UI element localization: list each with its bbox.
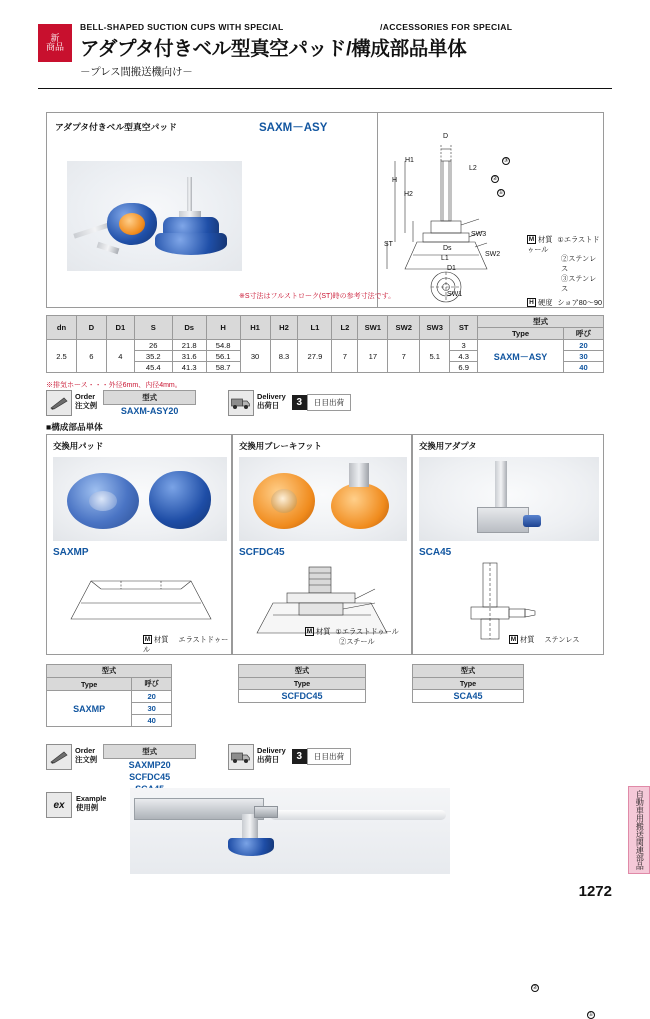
delivery-days: 3	[292, 395, 307, 410]
delivery-icon	[228, 390, 254, 416]
mini-cell-size-2: 30	[132, 703, 172, 715]
badge-line-1: 新	[50, 32, 60, 43]
order-label-en: Order	[75, 746, 96, 755]
top-panel-title: アダプタ付きベル型真空パッド	[55, 122, 177, 132]
english-title-left: BELL-SHAPED SUCTION CUPS WITH SPECIAL	[80, 22, 284, 32]
example-label-en: Example	[76, 794, 107, 803]
delivery-label-en: Delivery	[257, 746, 286, 755]
material-label: 材質	[316, 627, 331, 636]
cell-L1: 27.9	[298, 340, 332, 373]
dim-label-H1: H1	[405, 157, 414, 164]
th-dn: dn	[47, 316, 77, 340]
mini-th-type: Type	[47, 678, 132, 691]
cell-dn: 2.5	[47, 340, 77, 373]
dim-label-SW1: SW1	[447, 291, 463, 298]
brakefoot-callout-1: ①	[588, 1012, 594, 1018]
material-value-2: ②スチール	[339, 636, 375, 646]
th-Ds: Ds	[172, 316, 206, 340]
mini-cell-type: SCA45	[413, 690, 524, 703]
brakefoot-callout-2: ②	[532, 985, 538, 991]
page-header	[38, 22, 612, 84]
hardness-row	[527, 298, 603, 308]
photo-cup-right-skirt	[155, 233, 227, 255]
parts-brakefoot-material	[305, 627, 399, 646]
th-SW2: SW2	[388, 316, 420, 340]
parts-pad-drawing	[61, 567, 221, 629]
dim-label-ST: ST	[384, 241, 393, 248]
th-L1: L1	[298, 316, 332, 340]
material-item-2: ②ステンレス	[561, 254, 597, 274]
dim-label-L2: L2	[469, 165, 477, 172]
callout-3: ③	[503, 158, 509, 164]
parts-adapter-drawing	[439, 561, 599, 645]
badge-line-2: 商品	[45, 42, 64, 52]
cell-ST-3: 6.9	[450, 362, 478, 373]
material-mark-icon: M	[144, 636, 151, 643]
delivery-label-jp: 出荷日	[257, 401, 280, 411]
mini-th-type: Type	[413, 678, 524, 690]
material-value: ステンレス	[544, 635, 580, 644]
mini-table-adapter	[412, 664, 524, 703]
material-item-3: ③ステンレス	[561, 273, 597, 293]
order-example-value: SAXM-ASY20	[120, 406, 179, 416]
hardness-value: ショア80～90	[557, 298, 602, 308]
parts-section-heading: ■構成部品単体	[46, 422, 103, 432]
parts-panel-brakefoot-model: SCFDC45	[239, 547, 285, 558]
th-H1: H1	[240, 316, 270, 340]
delivery-block-1	[228, 390, 351, 416]
new-product-badge	[38, 24, 72, 62]
adapter-photo-port	[523, 515, 541, 527]
cell-H2: 8.3	[270, 340, 298, 373]
cell-D: 6	[76, 340, 106, 373]
material-item-1: ①エラストドゥール	[527, 235, 600, 254]
dim-label-SW3: SW3	[471, 231, 487, 238]
order-label	[75, 746, 97, 765]
parts-panel-pad-model: SAXMP	[53, 547, 89, 558]
photo-fitting-left	[97, 242, 120, 255]
brakefoot-photo-thread	[349, 463, 369, 487]
material-label: 材質	[538, 235, 553, 244]
th-size: 呼び	[563, 328, 603, 340]
th-type: Type	[478, 328, 564, 340]
cell-H-1: 54.8	[206, 340, 240, 351]
th-L2: L2	[332, 316, 358, 340]
page-number: 1272	[578, 883, 612, 900]
delivery-block-2	[228, 744, 351, 770]
mini-group-header: 型式	[47, 665, 172, 678]
parts-panel-brakefoot-title: 交換用ブレーキフット	[239, 441, 322, 451]
parts-panel-adapter-title: 交換用アダプタ	[419, 441, 477, 451]
cell-Ds-2: 31.6	[172, 351, 206, 362]
hardness-mark-icon: H	[527, 298, 536, 307]
cell-model-type: SAXM－ASY	[478, 340, 564, 373]
pencil-order-icon	[50, 750, 68, 764]
cell-SW2: 7	[388, 340, 420, 373]
parts-panel-pad-title: 交換用パッド	[53, 441, 104, 451]
truck-icon	[231, 751, 251, 764]
th-SW3: SW3	[420, 316, 450, 340]
material-row	[527, 235, 603, 254]
order-example-value-1: SAXMP20	[128, 760, 171, 770]
parts-panel-pad	[46, 434, 232, 655]
order-label	[75, 392, 97, 411]
photo-orange-ring	[119, 213, 145, 235]
hardness-label: 硬度	[538, 298, 553, 308]
th-H2: H2	[270, 316, 298, 340]
parts-brakefoot-photo	[239, 457, 407, 541]
material-value: エラストドゥール	[143, 635, 229, 654]
material-row: M 材質 ①エラストドゥール	[306, 627, 399, 636]
parts-adapter-material	[509, 635, 579, 645]
cell-size-2: 30	[563, 351, 603, 362]
adapter-photo-stem	[495, 461, 507, 509]
truck-icon	[231, 397, 251, 410]
japanese-title-row	[80, 33, 612, 61]
product-photo	[67, 161, 242, 271]
cell-S-2: 35.2	[134, 351, 172, 362]
mini-group-header: 型式	[239, 665, 366, 678]
mini-table-brakefoot	[238, 664, 366, 703]
specification-table	[46, 315, 604, 373]
dim-label-Ds: Ds	[443, 245, 452, 252]
top-panel-model: SAXM－ASY	[259, 122, 328, 134]
delivery-value-group	[292, 394, 351, 411]
order-table-header: 型式	[104, 745, 196, 759]
hose-note: ※排気ホース・・・外径6mm、内径4mm。	[46, 382, 182, 389]
callout-1: ①	[498, 190, 504, 196]
example-cup	[228, 838, 274, 856]
delivery-value-group	[292, 748, 351, 765]
page-subtitle: －プレス間搬送機向け－	[80, 66, 193, 78]
mini-th-type: Type	[239, 678, 366, 690]
cell-size-1: 20	[563, 340, 603, 351]
parts-pad-photo	[53, 457, 227, 541]
callout-2: ②	[492, 176, 498, 182]
material-label: 材質	[520, 635, 535, 644]
th-ST: ST	[450, 316, 478, 340]
cell-S-3: 45.4	[134, 362, 172, 373]
mini-cell-size-1: 20	[132, 691, 172, 703]
delivery-label-en: Delivery	[257, 392, 286, 401]
example-label	[76, 794, 106, 813]
cell-S-1: 26	[134, 340, 172, 351]
parts-adapter-photo	[419, 457, 599, 541]
spec-header-row-1	[47, 316, 604, 328]
order-icon	[46, 390, 72, 416]
parts-pad-material	[143, 635, 231, 654]
dim-label-D: D	[443, 133, 449, 140]
cell-ST-2: 4.3	[450, 351, 478, 362]
brakefoot-photo-hole	[271, 489, 297, 513]
delivery-label	[257, 746, 286, 765]
order-example-block-1	[46, 390, 196, 417]
dim-label-SW2: SW2	[485, 251, 501, 258]
delivery-label	[257, 392, 286, 411]
mini-cell-type: SAXMP	[47, 691, 132, 727]
cell-SW1: 17	[358, 340, 388, 373]
delivery-text: 日目出荷	[307, 748, 351, 765]
delivery-label-jp: 出荷日	[257, 755, 280, 765]
cell-ST-1: 3	[450, 340, 478, 351]
example-photo	[130, 788, 450, 874]
order-table-header: 型式	[104, 391, 196, 405]
example-icon-text: ex	[53, 799, 65, 811]
cell-H-3: 58.7	[206, 362, 240, 373]
cell-Ds-3: 41.3	[172, 362, 206, 373]
th-D: D	[76, 316, 106, 340]
delivery-icon	[228, 744, 254, 770]
mini-group-header: 型式	[413, 665, 524, 678]
material-mark-icon: M	[510, 636, 517, 643]
mini-cell-type: SCFDC45	[239, 690, 366, 703]
cell-D1: 4	[106, 340, 134, 373]
top-panel-footnote: ※S寸法はフルストローク(ST)時の参考寸法です。	[239, 293, 396, 300]
th-SW1: SW1	[358, 316, 388, 340]
order-icon	[46, 744, 72, 770]
cell-SW3: 5.1	[420, 340, 450, 373]
th-model-group: 型式	[478, 316, 604, 328]
th-S: S	[134, 316, 172, 340]
order-model-table	[103, 390, 196, 417]
dim-label-L1: L1	[441, 255, 449, 262]
panel-divider	[377, 113, 378, 308]
cell-size-3: 40	[563, 362, 603, 373]
example-hose	[270, 810, 446, 820]
header-texts	[80, 22, 612, 84]
order-label-jp: 注文例	[75, 401, 98, 411]
parts-panel-adapter-model: SCA45	[419, 547, 452, 558]
material-mark-icon: M	[306, 628, 313, 635]
dim-label-D1: D1	[447, 265, 456, 272]
th-D1: D1	[106, 316, 134, 340]
english-title-row	[80, 22, 612, 32]
pad-photo-item-2	[149, 471, 211, 529]
mini-th-size: 呼び	[132, 678, 172, 691]
dim-label-H2: H2	[404, 191, 413, 198]
order-label-en: Order	[75, 392, 96, 401]
page-title: アダプタ付きベル型真空パッド/構成部品単体	[80, 38, 467, 60]
cell-L2: 7	[332, 340, 358, 373]
dim-label-H: H	[392, 177, 398, 184]
english-title-right: /ACCESSORIES FOR SPECIAL	[380, 22, 513, 32]
header-divider	[38, 88, 612, 89]
parts-panel-adapter	[412, 434, 604, 655]
order-example-value-2: SCFDC45	[129, 772, 171, 782]
example-icon	[46, 792, 72, 818]
pencil-order-icon	[50, 396, 68, 410]
delivery-days: 3	[292, 749, 307, 764]
top-product-panel	[46, 112, 604, 308]
th-H: H	[206, 316, 240, 340]
order-label-jp: 注文例	[75, 755, 98, 765]
mini-table-pad	[46, 664, 172, 727]
photo-stem-right	[187, 177, 192, 215]
material-mark-icon: M	[528, 236, 535, 243]
side-index-tab[interactable]: 自動車用搬送関連部品	[628, 786, 650, 874]
delivery-text: 日目出荷	[307, 394, 351, 411]
example-label-jp: 使用例	[76, 803, 99, 813]
brakefoot-photo-item-2	[331, 483, 389, 529]
cell-H1: 30	[240, 340, 270, 373]
table-row	[47, 340, 604, 351]
mini-cell-size-3: 40	[132, 715, 172, 727]
cell-H-2: 56.1	[206, 351, 240, 362]
example-fitting	[254, 806, 278, 818]
material-label: 材質	[154, 635, 169, 644]
material-info-top	[527, 235, 603, 308]
adapter-photo-body	[477, 507, 529, 533]
cell-Ds-1: 21.8	[172, 340, 206, 351]
pad-photo-hole	[89, 491, 117, 511]
